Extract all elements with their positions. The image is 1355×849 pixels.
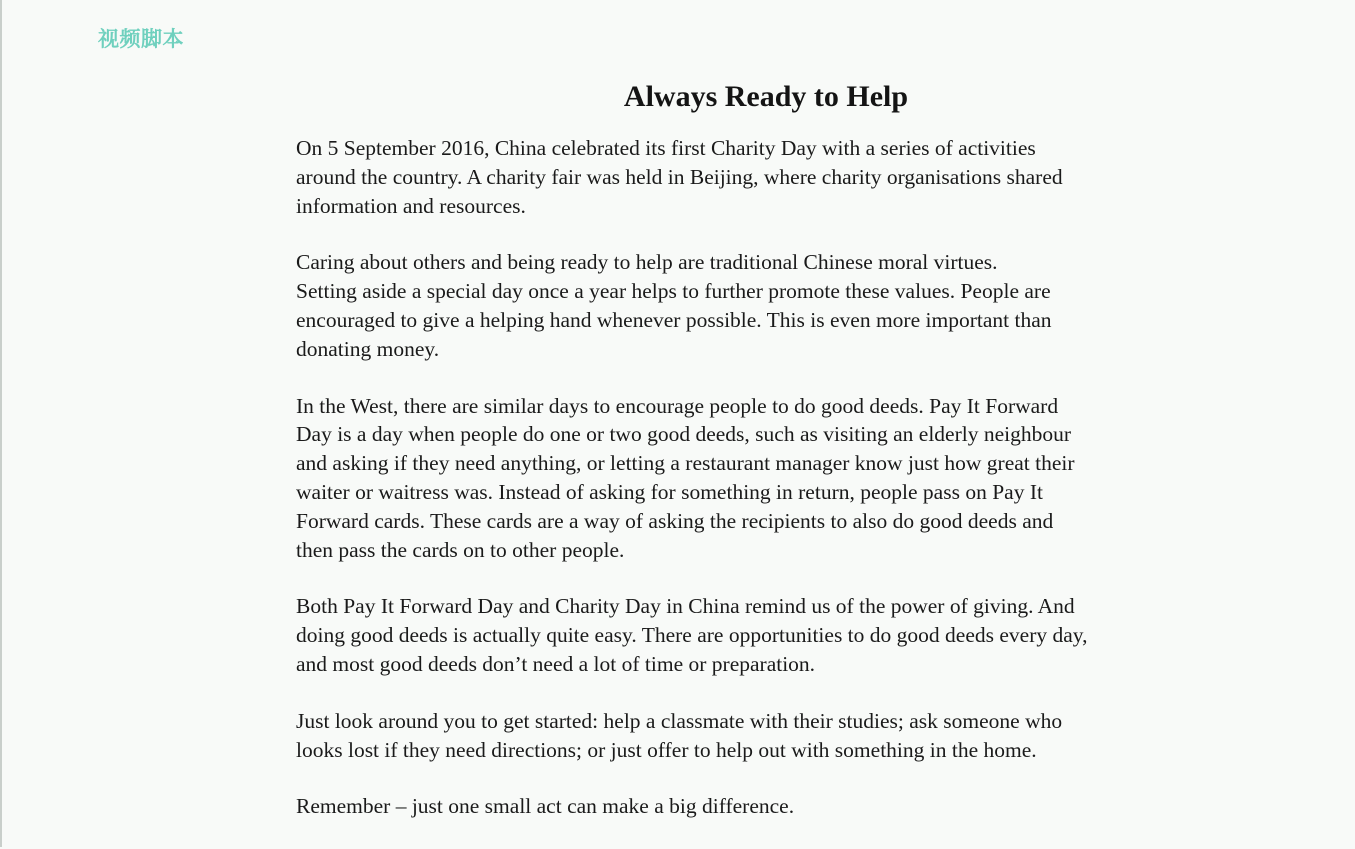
paragraph-line: and most good deeds don’t need a lot of time or preparation. (296, 651, 816, 676)
article-title: Always Ready to Help (623, 80, 909, 113)
paragraph-line: waiter or waitress was. Instead of asking for something in return, people pass on Pay It (296, 479, 1043, 504)
paragraph-remember (296, 792, 1306, 821)
paragraph-line: In the West, there are similar days to encourage people to do good deeds. Pay It Forward (296, 393, 1059, 418)
paragraph-line: On 5 September 2016, China celebrated its first Charity Day with a series of activities (296, 136, 1036, 160)
paragraph-line: Forward cards. These cards are a way of asking the recipients to also do good deeds and (296, 508, 1054, 533)
paragraph-charity-day (296, 134, 1306, 220)
paragraph-line: donating money. (296, 336, 440, 361)
paragraph-line: around the country. A charity fair was held in Beijing, where charity organisations shared (296, 164, 1063, 189)
article-body (296, 134, 1306, 849)
paragraph-line: Remember – just one small act can make a big difference. (296, 794, 795, 819)
paragraph-line: then pass the cards on to other people. (296, 537, 625, 562)
paragraph-pay-it-forward (296, 392, 1306, 565)
paragraph-line: encouraged to give a helping hand whenever possible. This is even more important than (296, 307, 1052, 332)
paragraph-get-started (296, 707, 1306, 765)
page-edge (0, 0, 2, 847)
paragraph-line: doing good deeds is actually quite easy. There are opportunities to do good deeds every day, (296, 623, 1088, 648)
paragraph-virtues (296, 248, 1306, 363)
paragraph-power-of-giving (296, 592, 1306, 678)
paragraph-line: Both Pay It Forward Day and Charity Day in China remind us of the power of giving. And (296, 594, 1075, 619)
paragraph-line: looks lost if they need directions; or just offer to help out with something in the home. (296, 737, 1037, 762)
paragraph-line: and asking if they need anything, or letting a restaurant manager know just how great their (296, 451, 1075, 476)
paragraph-line: Setting aside a special day once a year helps to further promote these values. People are (296, 279, 1051, 304)
paragraph-line: Day is a day when people do one or two good deeds, such as visiting an elderly neighbour (296, 422, 1072, 447)
paragraph-line: information and resources. (296, 193, 526, 218)
paragraph-line: Caring about others and being ready to help are traditional Chinese moral virtues. (296, 250, 998, 275)
paragraph-line: Just look around you to get started: help a classmate with their studies; ask someone who (296, 708, 1063, 733)
corner-label: 视频脚本 (98, 27, 184, 51)
